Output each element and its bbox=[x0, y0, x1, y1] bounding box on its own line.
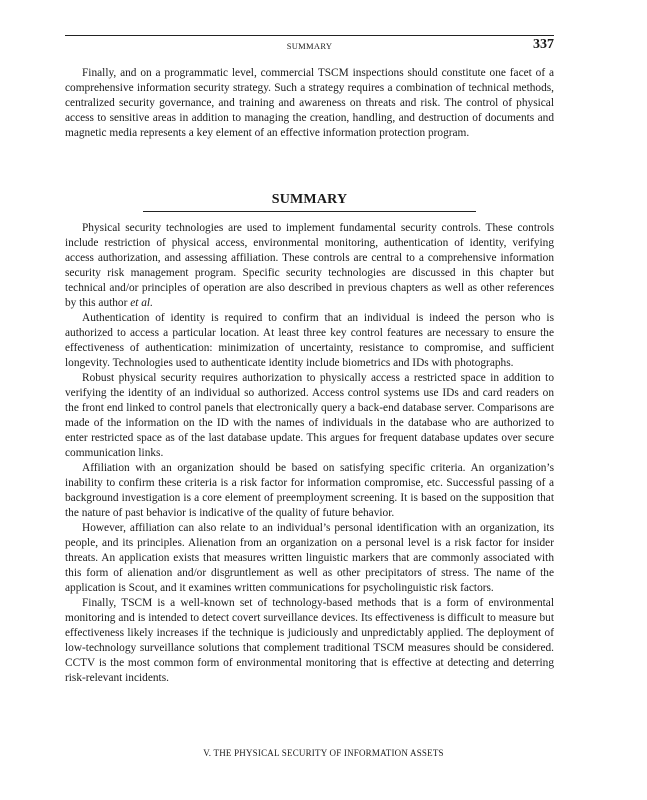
paragraph-1-text: Physical security technologies are used to implement fundamental security controls. These controls include restriction of physical access, environmental monitoring, authentication of identity, verifying access authorization, and assessing affiliation. These controls are central to a comprehensive information security risk management program. Specific security technologies are discussed in this chapter but technical and/or principles of operation are also described in previous chapters as well as other references by this author bbox=[65, 222, 554, 309]
paragraph-5: However, affiliation can also relate to an individual’s personal identification with an organization, its people, and its principles. Alienation from an organization on a personal level is a risk factor for insider threats. An application exists that measures written linguistic markers that are commonly associated with this form of alienation and/or disgruntlement as well as other precipitators of stress. The name of the application is Scout, and it examines written communications for psycholinguistic risk factors. bbox=[65, 522, 554, 594]
paragraph-4: Affiliation with an organization should be based on satisfying specific criteria. An organization’s inability to confirm these criteria is a risk factor for information compromise, etc. Successful passing of a background investigation is a core element of preemployment screening. It is based on the supposition that the nature of past behavior is indicative of the quality of future behavior. bbox=[65, 462, 554, 519]
page-number: 337 bbox=[533, 37, 554, 52]
running-footer: V. THE PHYSICAL SECURITY OF INFORMATION ASSETS bbox=[203, 748, 444, 758]
running-title: SUMMARY bbox=[286, 41, 333, 51]
paragraph-2: Authentication of identity is required to confirm that an individual is indeed the person who is authorized to access a particular location. At least three key control features are necessary to ensure the effectiveness of authentication: minimization of uncertainty, resistance to compromise, and sufficient longevity. Technologies used to authenticate identity include biometrics and IDs with photographs. bbox=[65, 312, 554, 369]
section-heading: SUMMARY bbox=[271, 192, 348, 207]
summary-body bbox=[65, 221, 554, 686]
running-head bbox=[65, 39, 554, 55]
paragraph-1 bbox=[65, 221, 554, 311]
header-rule bbox=[65, 35, 554, 36]
section-heading-rule bbox=[143, 211, 476, 212]
paragraph-intro: Finally, and on a programmatic level, commercial TSCM inspections should constitute one facet of a comprehensive information security strategy. Such a strategy requires a combination of technical methods, centralized security governance, and training and awareness on threats and risk. The control of physical access to sensitive areas in addition to managing the creation, handling, and destruction of documents and magnetic media represents a key element of an effective information protection program. bbox=[65, 67, 554, 139]
et-al: et al. bbox=[130, 297, 153, 309]
intro-text bbox=[65, 66, 554, 141]
paragraph-3: Robust physical security requires authorization to physically access a restricted space in addition to verifying the identity of an individual so authorized. Access control systems use IDs and card readers on the front end linked to control panels that electronically query a back-end database server. Comparisons are made of the information on the ID with the names of individuals in the database who are authorized to enter restricted space as of the last database update. This argues for frequent database updates over secure communication links. bbox=[65, 372, 554, 459]
paragraph-6: Finally, TSCM is a well-known set of technology-based methods that is a form of environmental monitoring and is intended to detect covert surveillance devices. Its effectiveness is difficult to measure but effectiveness likely increases if the technique is judiciously and unpredictably applied. The deployment of low-technology surveillance solutions that complement traditional TSCM measures should be considered. CCTV is the most common form of environmental monitoring that is effective at detecting and deterring risk-relevant incidents. bbox=[65, 597, 554, 684]
